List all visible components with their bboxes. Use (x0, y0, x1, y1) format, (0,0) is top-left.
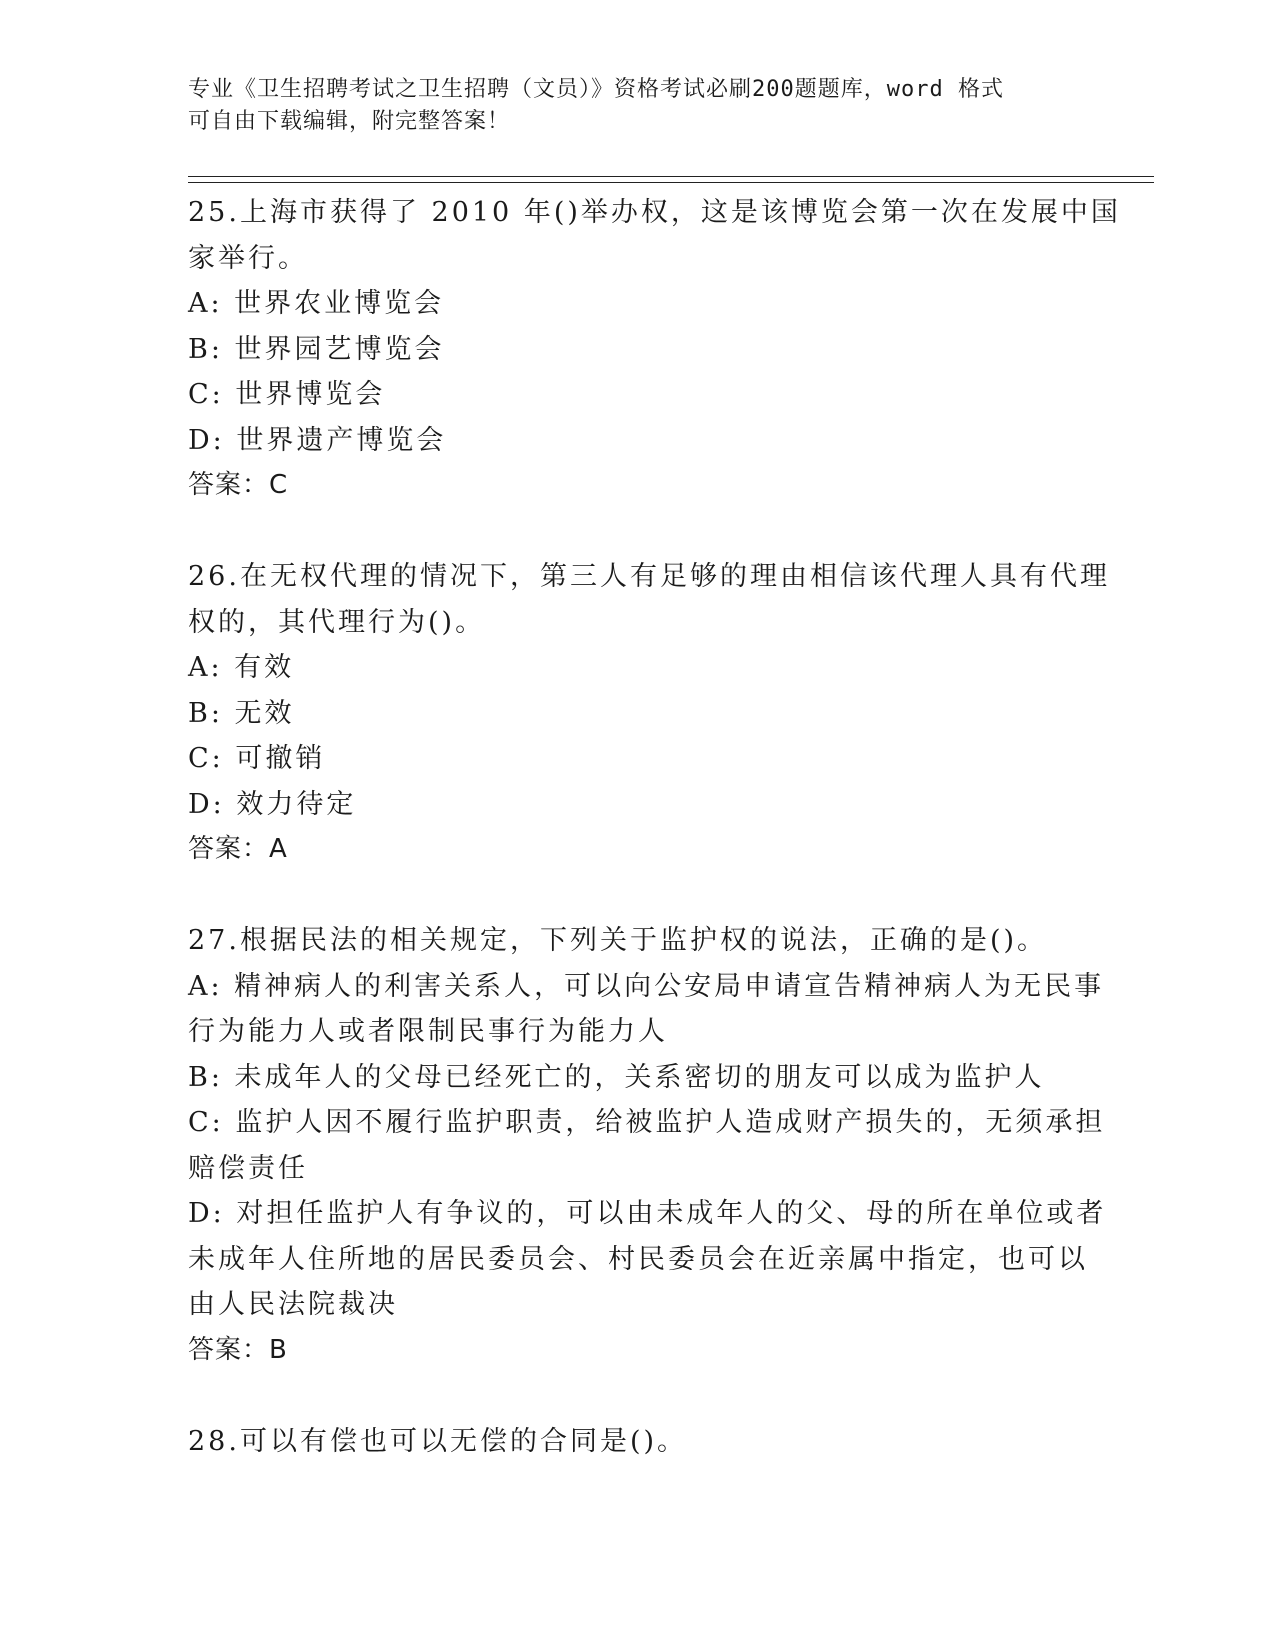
spacer (188, 873, 1088, 919)
question-stem: 权的，其代理行为()。 (188, 606, 486, 638)
option-d: D: 世界遗产博览会 (188, 424, 447, 456)
option-a: A: 有效 (188, 652, 295, 683)
option-b: B: 世界园艺博览会 (188, 333, 445, 365)
spacer (188, 509, 1088, 555)
option-d-continued: 由人民法院裁决 (188, 1289, 398, 1320)
option-c: C: 世界博览会 (188, 379, 386, 410)
question-stem: 27.根据民法的相关规定，下列关于监护权的说法，正确的是()。 (188, 925, 1048, 956)
option-c-continued: 赔偿责任 (188, 1152, 308, 1184)
answer: 答案：B (188, 1334, 288, 1365)
option-d: D: 对担任监护人有争议的，可以由未成年人的父、母的所在单位或者 (188, 1198, 1107, 1229)
question-stem: 25.上海市获得了 2010 年()举办权，这是该博览会第一次在发展中国 (188, 197, 1121, 228)
option-b: B: 无效 (188, 697, 295, 729)
header-title-line-1: 专业《卫生招聘考试之卫生招聘（文员）》资格考试必刷200题题库，word 格式 (188, 77, 1004, 102)
option-a: A: 精神病人的利害关系人，可以向公安局申请宣告精神病人为无民事 (188, 970, 1105, 1002)
question-stem: 家举行。 (188, 242, 308, 274)
option-d-continued: 未成年人住所地的居民委员会、村民委员会在近亲属中指定，也可以 (188, 1243, 1088, 1275)
option-c: C: 可撤销 (188, 743, 326, 774)
spacer (188, 1373, 1088, 1419)
header-title-line-2: 可自由下载编辑，附完整答案！ (188, 109, 511, 134)
option-a-continued: 行为能力人或者限制民事行为能力人 (188, 1016, 668, 1047)
question-stem: 28.可以有偿也可以无偿的合同是()。 (188, 1425, 688, 1457)
question-list (188, 190, 1121, 1464)
header-divider-bottom (188, 182, 1154, 183)
document-header (188, 74, 1068, 138)
question-28 (188, 1419, 1088, 1465)
answer: 答案：C (188, 470, 289, 500)
question-26 (188, 554, 1110, 873)
option-d: D: 效力待定 (188, 788, 357, 820)
question-27 (188, 918, 1107, 1373)
answer: 答案：A (188, 834, 288, 864)
question-25 (188, 190, 1121, 509)
option-a: A: 世界农业博览会 (188, 288, 445, 319)
header-divider-top (188, 176, 1154, 177)
option-b: B: 未成年人的父母已经死亡的，关系密切的朋友可以成为监护人 (188, 1061, 1045, 1093)
option-c: C: 监护人因不履行监护职责，给被监护人造成财产损失的，无须承担 (188, 1107, 1106, 1138)
question-stem: 26.在无权代理的情况下，第三人有足够的理由相信该代理人具有代理 (188, 561, 1110, 592)
